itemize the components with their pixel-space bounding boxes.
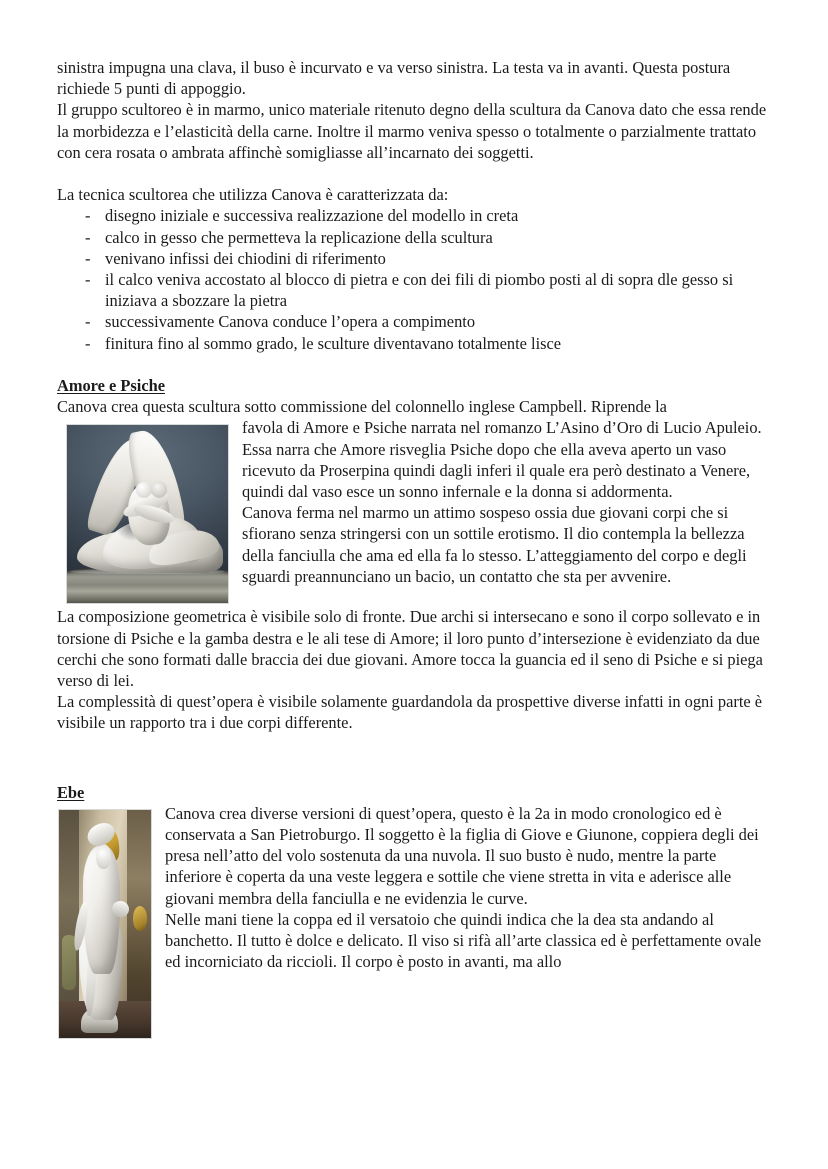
list-item-label: finitura fino al sommo grado, le sculture diventavano totalmente lisce bbox=[105, 333, 562, 353]
list-item-label: successivamente Canova conduce l’opera a compimento bbox=[105, 312, 476, 332]
ebe-image bbox=[58, 809, 152, 1039]
list-item-label: venivano infissi dei chiodini di riferimento bbox=[105, 248, 386, 268]
sculpture-illustration bbox=[59, 810, 151, 1038]
list-item bbox=[57, 205, 771, 226]
intro-paragraph-1: sinistra impugna una clava, il buso è incurvato e va verso sinistra. La testa va in avanti. Questa postura richiede 5 punti di appoggio. bbox=[57, 58, 731, 99]
list-item bbox=[57, 248, 771, 269]
ebe-heading-line bbox=[57, 782, 771, 803]
dash-bullet-icon: - bbox=[85, 248, 91, 268]
amore-psiche-lead-line: Canova crea questa scultura sotto commissione del colonnello inglese Campbell. Riprende la bbox=[57, 397, 667, 417]
dash-bullet-icon: - bbox=[85, 206, 91, 226]
intro-paragraph-2: Il gruppo scultoreo è in marmo, unico materiale ritenuto degno della scultura da Canova dato che essa rende la morbidezza e l’elasticità della carne. Inoltre il marmo veniva spesso o totalmente o parzialmente trattato con cera rosata o ambrata affinchè somigliasse all’incarnato dei soggetti. bbox=[57, 100, 767, 162]
list-item bbox=[57, 269, 771, 311]
amore-psiche-paragraph-4: La complessità di quest’opera è visibile solamente guardandola da prospettive diverse infatti in ogni parte è visibile un rapporto tra i due corpi differente. bbox=[57, 692, 763, 733]
head-shape bbox=[96, 844, 112, 869]
dash-bullet-icon: - bbox=[85, 227, 91, 247]
list-item-label: disegno iniziale e successiva realizzazione del modello in creta bbox=[105, 206, 519, 226]
list-item bbox=[57, 227, 771, 248]
amore-e-psiche-image bbox=[66, 424, 229, 604]
page-title-ebe: Ebe bbox=[57, 782, 85, 802]
ebe-paragraph-2: Nelle mani tiene la coppa ed il versatoio che quindi indica che la dea sta andando al banchetto. Il tutto è dolce e delicato. Il viso si rifà all’arte classica ed è perfettamente ovale ed incorniciato da riccioli. Il corpo è posto in avanti, ma allo bbox=[165, 909, 762, 972]
amore-psiche-paragraph-2: Canova ferma nel marmo un attimo sospeso ossia due giovani corpi che si sfiorano senza stringersi con un sottile erotismo. Il dio contempla la bellezza della fanciulla che ama ed ella fa lo stesso. L’atteggiamento del corpo e degli sguardi preannunciano un bacio, un contatto che sta per avvenire. bbox=[242, 503, 747, 586]
section-gap bbox=[57, 734, 771, 782]
list-item-label: il calco veniva accostato al blocco di pietra e con dei fili di piombo posti al di sopra dle gesso si iniziava a sbozzare la pietra bbox=[105, 270, 734, 311]
list-item bbox=[57, 333, 771, 354]
section-spacer bbox=[57, 354, 771, 375]
document-body bbox=[57, 57, 771, 1041]
dash-bullet-icon: - bbox=[85, 312, 91, 332]
technique-list bbox=[57, 205, 771, 353]
amore-psiche-heading-line bbox=[57, 375, 771, 396]
gold-cup-shape bbox=[133, 906, 148, 931]
page-title-amore-psiche: Amore e Psiche bbox=[57, 376, 166, 396]
list-item bbox=[57, 311, 771, 332]
dash-bullet-icon: - bbox=[85, 270, 91, 290]
ebe-paragraph-1: Canova crea diverse versioni di quest’opera, questo è la 2a in modo cronologico ed è conservata a San Pietroburgo. Il soggetto è la figlia di Giove e Giunone, coppiera degli dei presa nell’atto del volo sostenuta da una nuvola. Il suo busto è nudo, mentre la parte inferiore è coperta da una veste leggera e sottile che viene stretta in vita e aderisce alle giovani membra della fanciulla e ne evidenzia le curve. bbox=[165, 803, 759, 908]
list-item-label: calco in gesso che permetteva la replicazione della scultura bbox=[105, 227, 493, 247]
amore-psiche-paragraph-1: favola di Amore e Psiche narrata nel romanzo L’Asino d’Oro di Lucio Apuleio. Essa narra che Amore risveglia Psiche dopo che ella aveva aperto un vaso ricevuto da Proserpina quindi dagli inferi il quale era però destinato a Venere, quindi dal vaso esce un sonno infernale e la donna si addormenta. bbox=[242, 418, 762, 502]
technique-intro-line: La tecnica scultorea che utilizza Canova è caratterizzata da: bbox=[57, 185, 449, 205]
amore-psiche-paragraph-3: La composizione geometrica è visibile solo di fronte. Due archi si intersecano e sono il corpo sollevato e in torsione di Psiche e la gamba destra e le ali tese di Amore; il loro punto d’intersezione è evidenziato da due cerchi che sono formati dalle braccia dei due giovani. Amore tocca la guancia ed il seno di Psiche e si piega verso di lei. bbox=[57, 607, 763, 691]
paragraph-spacer bbox=[57, 163, 771, 184]
dash-bullet-icon: - bbox=[85, 333, 91, 353]
sculpture-illustration bbox=[67, 425, 228, 603]
head-amore-shape bbox=[151, 481, 167, 498]
